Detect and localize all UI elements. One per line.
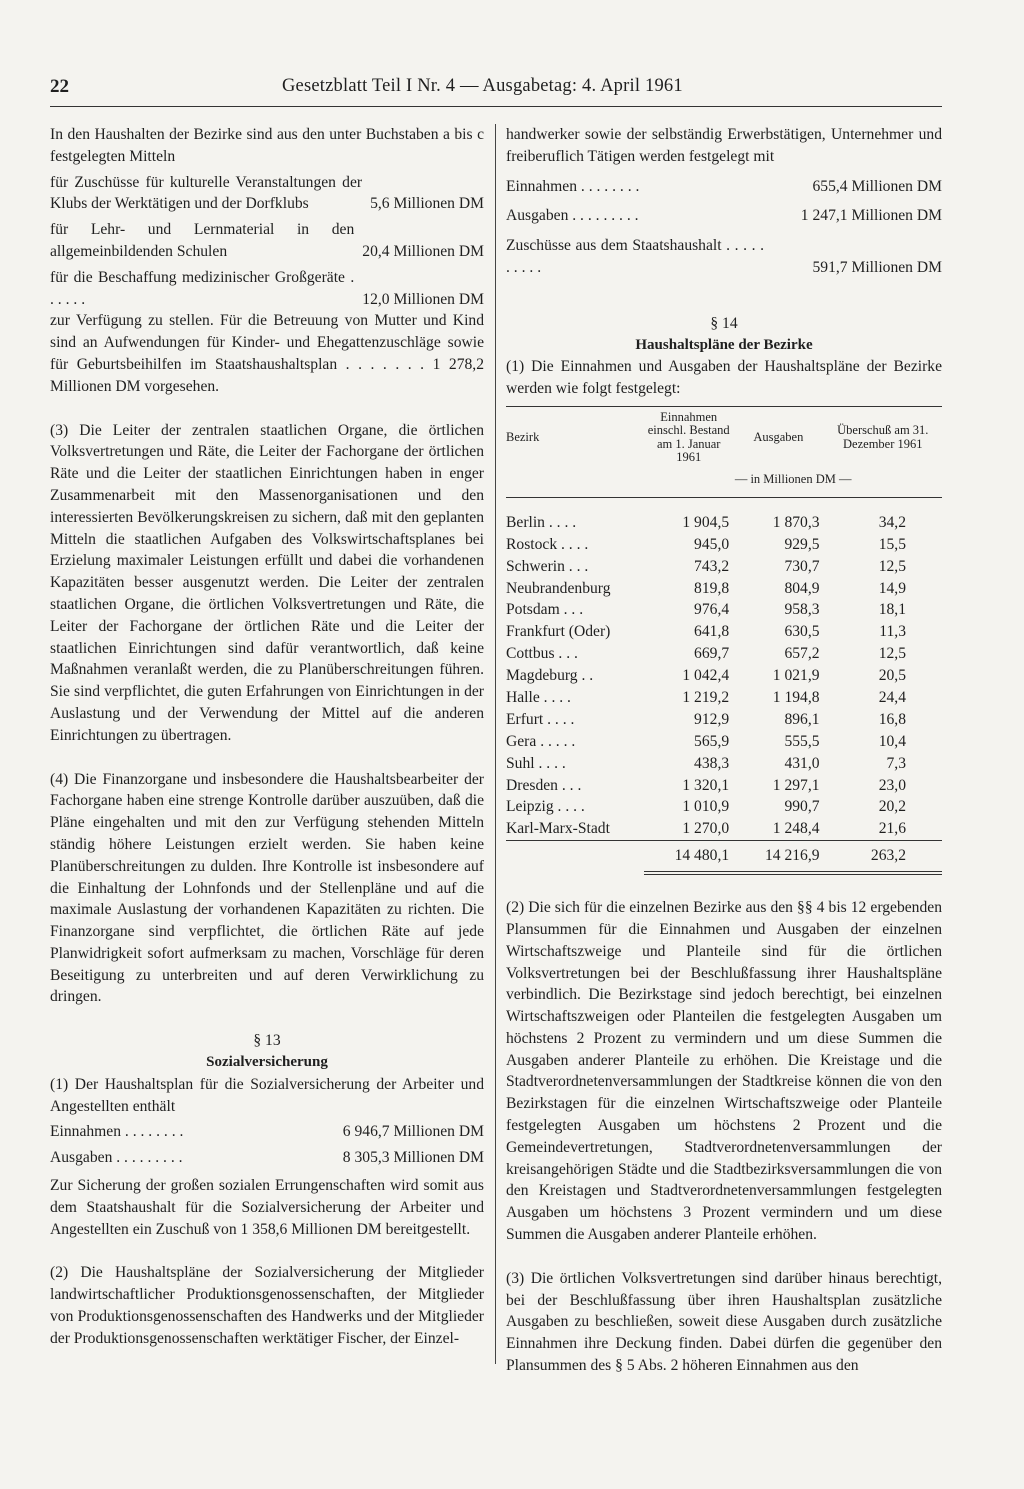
amount-cell: 24,4	[878, 689, 906, 707]
section-14-para-3: (3) Die örtlichen Volksvertretungen sind darüber hinaus berechtigt, bei der Beschlußfassung über ihren Haushaltsplan zusätzliche Ausgaben zu beschließen, soweit diese Ausgaben durch zusätzliche Einnahmen ihre Deckung finden. Dabei dürfen die gegenüber den Plansummen des § 5 Abs. 2 höheren Einnahmen aus den	[506, 1269, 942, 1375]
budget-value: 655,4 Millionen DM	[812, 177, 942, 195]
allocation-item	[50, 267, 484, 311]
amount-cell: 630,5	[784, 623, 820, 641]
allocation-label: für Lehr- und Lernmaterial in den allgemeinbildenden Schulen	[50, 221, 355, 260]
amount-cell: 1 194,8	[772, 689, 820, 707]
amount-cell: 730,7	[784, 557, 820, 575]
table-row	[506, 709, 942, 731]
allocation-item	[50, 219, 484, 263]
table-row	[506, 775, 942, 797]
section-14-para-2: (2) Die sich für die einzelnen Bezirke aus den §§ 4 bis 12 ergebenden Plansummen für die Einnahmen und Ausgaben der einzelnen Wirtschaftszweige und Planteile sind für die örtlichen Volksvertretungen bei der Beschlußfassung ihrer Haushaltspläne verbindlich. Die Bezirkstage sind jedoch berechtigt, bei einzelnen Wirtschaftszweigen oder Planteilen die festgelegten Ausgaben um höchstens 2 Prozent zu vermindern und um diese Summen die Ausgaben anderer Planteile zu erhöhen. Die Kreistage und die Stadtverordnetenversammlungen der Stadtkreise können die von den Bezirkstagen für die einzelnen Wirtschaftszweige oder Planteile festgelegten Ausgaben um höchstens 2 Prozent und die Gemeindevertretungen, Stadtverordnetenversammlungen der kreisangehörigen Städte und die Stadtbezirksversammlungen die von den Kreistagen und Stadtverordnetenversammlungen festgelegten Ausgaben um höchstens 3 Prozent vermindern und um diese Summen die Ausgaben anderer Planteile erhöhen.	[506, 899, 942, 1244]
district-name: Schwerin . . .	[506, 557, 589, 575]
table-row	[506, 796, 942, 818]
district-name: Leipzig . . . .	[506, 798, 585, 816]
amount-cell: 16,8	[878, 710, 906, 728]
totals-row	[506, 841, 942, 871]
table-row	[506, 599, 942, 621]
table-row	[506, 643, 942, 665]
amount-cell: 929,5	[784, 535, 820, 553]
section-14-para-1: (1) Die Einnahmen und Ausgaben der Haushaltspläne der Bezirke werden wie folgt festgelegt:	[506, 358, 942, 398]
allocation-label: für Zuschüsse für kulturelle Veranstaltungen der Klubs der Werktätigen und der Dorfklubs	[50, 173, 363, 213]
amount-cell: 21,6	[878, 820, 906, 838]
amount-cell: 1 320,1	[682, 776, 730, 794]
district-name: Cottbus . . .	[506, 645, 578, 663]
amount-cell: 1 010,9	[682, 798, 730, 816]
col-header-expenses: Ausgaben	[733, 406, 823, 469]
section-14-title: Haushaltspläne der Bezirke	[635, 336, 813, 353]
district-name: Gera . . . . .	[506, 732, 576, 750]
total-cell: 14 480,1	[644, 841, 733, 871]
district-name: Suhl . . . .	[506, 754, 566, 772]
amount-cell: 12,5	[878, 645, 906, 663]
unit-label: — in Millionen DM —	[644, 469, 942, 497]
amount-cell: 1 904,5	[682, 513, 730, 531]
district-name: Berlin . . . .	[506, 513, 577, 531]
district-name: Rostock . . . .	[506, 535, 589, 553]
page-header	[50, 76, 942, 107]
district-budget-table	[506, 406, 942, 875]
amount-cell: 976,4	[694, 601, 730, 619]
budget-item	[506, 176, 942, 198]
section-13-number: § 13	[253, 1032, 281, 1050]
district-name: Neubrandenburg	[506, 579, 611, 597]
section-13-para-1: (1) Der Haushaltsplan für die Sozialversicherung der Arbeiter und Angestellten enthält	[50, 1075, 484, 1115]
table-row	[506, 621, 942, 643]
table-header-row	[506, 406, 942, 469]
allocation-value: 20,4 Millionen DM	[362, 242, 484, 260]
amount-cell: 23,0	[878, 776, 906, 794]
amount-cell: 438,3	[694, 754, 730, 772]
amount-cell: 1 248,4	[772, 820, 820, 838]
district-name: Potsdam . . .	[506, 601, 584, 619]
amount-cell: 18,1	[878, 601, 906, 619]
district-name: Karl-Marx-Stadt	[506, 820, 610, 838]
column-divider	[495, 124, 496, 1364]
sv-label: Einnahmen . . . . . . . .	[50, 1123, 184, 1141]
district-name: Magdeburg . .	[506, 667, 594, 685]
amount-cell: 15,5	[878, 535, 906, 553]
sv-item	[50, 1121, 484, 1143]
table-row	[506, 818, 942, 840]
amount-cell: 1 042,4	[682, 667, 730, 685]
table-row	[506, 687, 942, 709]
amount-cell: 431,0	[784, 754, 820, 772]
amount-cell: 12,5	[878, 557, 906, 575]
amount-cell: 743,2	[694, 557, 730, 575]
unit-row	[506, 469, 942, 497]
amount-cell: 1 219,2	[682, 689, 730, 707]
amount-cell: 10,4	[878, 732, 906, 750]
left-column	[50, 124, 484, 1350]
totals-label	[506, 841, 644, 871]
continued-paragraph: handwerker sowie der selbständig Erwerbstätigen, Unternehmer und freiberuflich Tätigen werden festgelegt mit	[506, 126, 942, 165]
section-13-title: Sozialversicherung	[206, 1054, 328, 1071]
budget-value: 1 247,1 Millionen DM	[800, 207, 942, 225]
total-cell: 14 216,9	[733, 841, 823, 871]
sv-value: 8 305,3 Millionen DM	[342, 1149, 484, 1167]
district-name: Halle . . . .	[506, 689, 571, 707]
sv-item	[50, 1147, 484, 1169]
amount-cell: 20,5	[878, 667, 906, 685]
amount-cell: 657,2	[784, 645, 820, 663]
amount-cell: 1 021,9	[772, 667, 820, 685]
page-number: 22	[50, 76, 69, 97]
col-header-district: Bezirk	[506, 406, 644, 469]
budget-item	[506, 235, 942, 279]
amount-cell: 34,2	[878, 513, 906, 531]
budget-label: Einnahmen . . . . . . . .	[506, 177, 640, 195]
amount-cell: 555,5	[784, 732, 820, 750]
table-row	[506, 497, 942, 533]
section-13-after: Zur Sicherung der großen sozialen Errungenschaften wird somit aus dem Staatshaushalt für die Sozialversicherung der Arbeiter und Angestellten ein Zuschuß von 1 358,6 Millionen DM bereitgestellt.	[50, 1177, 484, 1238]
amount-cell: 14,9	[878, 579, 906, 597]
section-13-para-2: (2) Die Haushaltspläne der Sozialversicherung der Mitglieder landwirtschaftlicher Produktionsgenossenschaften, der Mitglieder von Produktionsgenossenschaften des Handwerks und der Mitglieder der Produktionsgenossenschaften werktätiger Fischer, der Einzel-	[50, 1264, 484, 1347]
amount-cell: 11,3	[879, 623, 906, 641]
table-row	[506, 534, 942, 556]
table-row	[506, 753, 942, 775]
amount-cell: 20,2	[878, 798, 906, 816]
budget-item	[506, 205, 942, 227]
amount-cell: 565,9	[694, 732, 730, 750]
district-name: Frankfurt (Oder)	[506, 623, 611, 641]
amount-cell: 1 270,0	[682, 820, 730, 838]
after-items-paragraph: zur Verfügung zu stellen. Für die Betreuung von Mutter und Kind sind an Aufwendungen für Kinder- und Ehegattenzuschläge sowie für Geburtsbeihilfen im Staatshaushaltsplan . . . . . . . 1 278,2 Millionen DM vorgesehen.	[50, 312, 484, 395]
amount-cell: 896,1	[784, 710, 820, 728]
table-row	[506, 556, 942, 578]
paragraph-4: (4) Die Finanzorgane und insbesondere die Haushaltsbearbeiter der Fachorgane haben eine strenge Kontrolle darüber auszuüben, daß die Pläne eingehalten und mit den zur Verfügung stehenden Mitteln ständig höhere Leistungen erzielt werden. Sie haben keine Planüberschreitungen zu dulden. Ihre Kontrolle ist insbesondere auf die Einhaltung der Lohnfonds und der Stellenpläne und auf die maximale Auslastung der vorhandenen Kapazitäten zu richten. Die Finanzorgane sind verpflichtet, die örtlichen Räte auf jede Planwidrigkeit sofort aufmerksam zu machen, Vorschläge für deren Beseitigung zu unterbreiten und auf deren Verwirklichung zu dringen.	[50, 770, 484, 1006]
intro-paragraph: In den Haushalten der Bezirke sind aus den unter Buchstaben a bis c festgelegten Mitteln	[50, 126, 484, 165]
budget-value: 591,7 Millionen DM	[812, 258, 942, 276]
budget-label: Zuschüsse aus dem Staatshaushalt . . . . . . . . . .	[506, 237, 764, 276]
allocation-value: 12,0 Millionen DM	[362, 290, 484, 308]
total-cell: 263,2	[824, 841, 942, 871]
allocation-label: für die Beschaffung medizinischer Großgeräte . . . . . .	[50, 268, 355, 308]
allocation-item	[50, 172, 484, 216]
sv-value: 6 946,7 Millionen DM	[342, 1123, 484, 1141]
section-14-number: § 14	[710, 314, 738, 332]
amount-cell: 990,7	[784, 798, 820, 816]
amount-cell: 945,0	[694, 535, 730, 553]
amount-cell: 958,3	[784, 601, 820, 619]
gazette-title: Gesetzblatt Teil I Nr. 4 — Ausgabetag: 4. April 1961	[282, 76, 683, 96]
amount-cell: 819,8	[694, 579, 730, 597]
amount-cell: 7,3	[886, 754, 906, 772]
right-column	[506, 124, 942, 1377]
amount-cell: 669,7	[694, 645, 730, 663]
table-row	[506, 731, 942, 753]
amount-cell: 1 297,1	[772, 776, 820, 794]
col-header-surplus: Überschuß am 31. Dezember 1961	[824, 406, 942, 469]
amount-cell: 641,8	[694, 623, 730, 641]
col-header-income: Einnahmen einschl. Bestand am 1. Januar 1961	[644, 406, 733, 469]
paragraph-3: (3) Die Leiter der zentralen staatlichen Organe, die örtlichen Volksvertretungen und Räte, die Leiter der Fachorgane der örtlichen Räte und die Leiter der staatlichen Einrichtungen haben in enger Zusammenarbeit mit den Massenorganisationen und den interessierten Bevölkerungskreisen zu sichern, daß mit den geplanten Mitteln die staatlichen Aufgaben des Volkswirtschaftsplanes bei Erzielung maximaler Leistungen erfüllt und dabei die vorhandenen Kapazitäten besser ausgenutzt werden. Die Leiter der zentralen staatlichen Organe, die örtlichen Volksvertretungen und Räte, die Leiter der Fachorgane der örtlichen Räte und die Leiter der staatlichen Einrichtungen sind dafür verantwortlich, daß keine Maßnahmen veranlaßt werden, die zu Planüberschreitungen führen. Sie sind verpflichtet, die guten Erfahrungen von Einrichtungen in der Auslastung und der Verwendung der Mittel auf die anderen Einrichtungen zu übertragen.	[50, 421, 484, 744]
table-row	[506, 578, 942, 600]
amount-cell: 912,9	[694, 710, 730, 728]
amount-cell: 804,9	[784, 579, 820, 597]
amount-cell: 1 870,3	[772, 513, 820, 531]
sv-label: Ausgaben . . . . . . . . .	[50, 1149, 183, 1167]
budget-label: Ausgaben . . . . . . . . .	[506, 207, 639, 225]
allocation-value: 5,6 Millionen DM	[370, 195, 484, 213]
table-row	[506, 665, 942, 687]
district-name: Erfurt . . . .	[506, 710, 575, 728]
district-name: Dresden . . .	[506, 776, 582, 794]
